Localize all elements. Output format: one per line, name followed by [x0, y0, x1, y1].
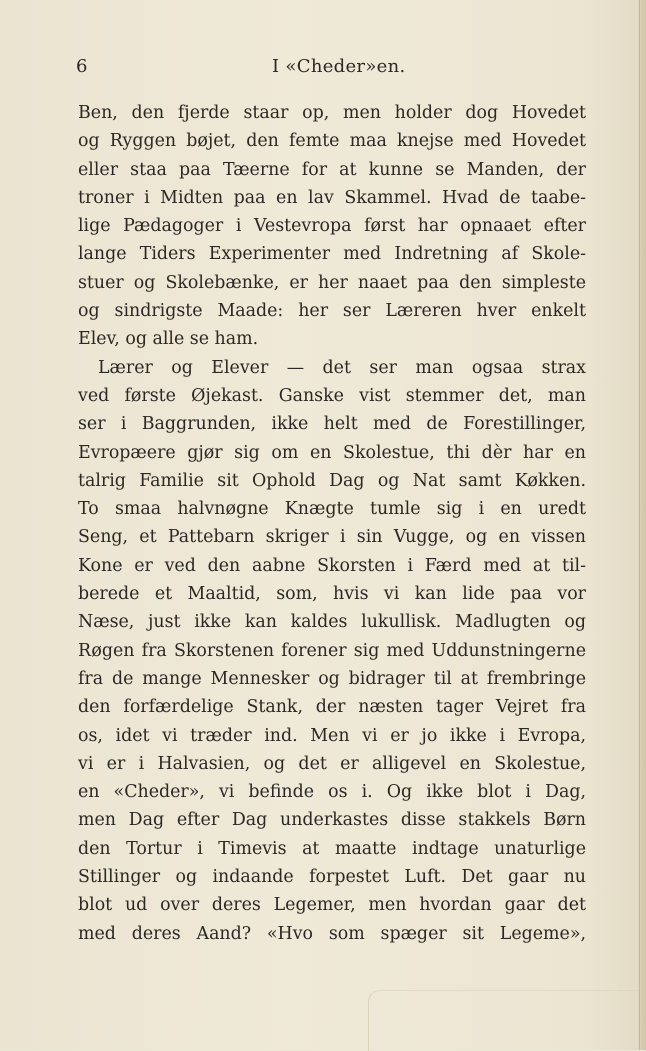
text-line: Ben, den fjerde staar op, men holder dog Hovedet	[78, 103, 586, 123]
text-line: Evropæere gjør sig om en Skolestue, thi dèr har en	[78, 442, 586, 463]
paper-fold-mark	[368, 990, 639, 1051]
text-line: Seng, et Pattebarn skriger i sin Vugge, og en vissen	[78, 527, 586, 548]
text-line: Stillinger og indaande forpestet Luft. Det gaar nu	[78, 867, 586, 888]
text-line: en «Cheder», vi befinde os i. Og ikke blot i Dag,	[78, 782, 586, 803]
text-line: Elev, og alle se ham.	[78, 329, 259, 350]
text-line: berede et Maaltid, som, hvis vi kan lide paa vor	[78, 584, 586, 605]
body-text	[78, 99, 586, 948]
text-line: troner i Midten paa en lav Skammel. Hvad de taabe-	[78, 187, 586, 208]
text-line: Lærer og Elever — det ser man ogsaa strax	[98, 357, 586, 378]
text-line: ser i Baggrunden, ikke helt med de Forestillinger,	[78, 414, 586, 435]
page-edge-line	[639, 0, 640, 1050]
text-line: Næse, just ikke kan kaldes lukullisk. Madlugten og	[78, 612, 586, 633]
text-line: stuer og Skolebænke, er her naaet paa den simpleste	[78, 272, 586, 293]
text-line: ved første Øjekast. Ganske vist stemmer det, man	[78, 385, 586, 406]
text-line: lange Tiders Experimenter med Indretning af Skole-	[78, 244, 586, 265]
text-line: lige Pædagoger i Vestevropa først har opnaaet efter	[78, 216, 586, 237]
text-line: os, idet vi træder ind. Men vi er jo ikke i Evropa,	[78, 725, 586, 746]
text-line: fra de mange Mennesker og bidrager til at frembringe	[78, 668, 586, 689]
text-line: eller staa paa Tæerne for at kunne se Manden, der	[78, 159, 586, 180]
page-header	[76, 56, 496, 84]
text-line: vi er i Halvasien, og det er alligevel en Skolestue,	[78, 753, 586, 774]
page-number: 6	[76, 56, 88, 77]
text-line: To smaa halvnøgne Knægte tumle sig i en uredt	[78, 499, 586, 520]
text-line: og sindrigste Maade: her ser Læreren hver enkelt	[78, 301, 586, 322]
text-line: den forfærdelige Stank, der næsten tager Vejret fra	[78, 697, 586, 718]
text-line: den Tortur i Timevis at maatte indtage unaturlige	[78, 838, 586, 859]
text-line: talrig Familie sit Ophold Dag og Nat samt Køkken.	[78, 470, 586, 491]
text-line: Røgen fra Skorstenen forener sig med Uddunstningerne	[78, 640, 586, 661]
text-line: men Dag efter Dag underkastes disse stakkels Børn	[78, 810, 586, 831]
text-line: blot ud over deres Legemer, men hvordan gaar det	[78, 895, 586, 916]
text-line: Kone er ved den aabne Skorsten i Færd med at til-	[78, 555, 586, 576]
running-title: I «Cheder»en.	[272, 56, 406, 77]
text-line: med deres Aand? «Hvo som spæger sit Legeme»,	[78, 923, 586, 944]
text-line: og Ryggen bøjet, den femte maa knejse med Hovedet	[78, 131, 586, 152]
